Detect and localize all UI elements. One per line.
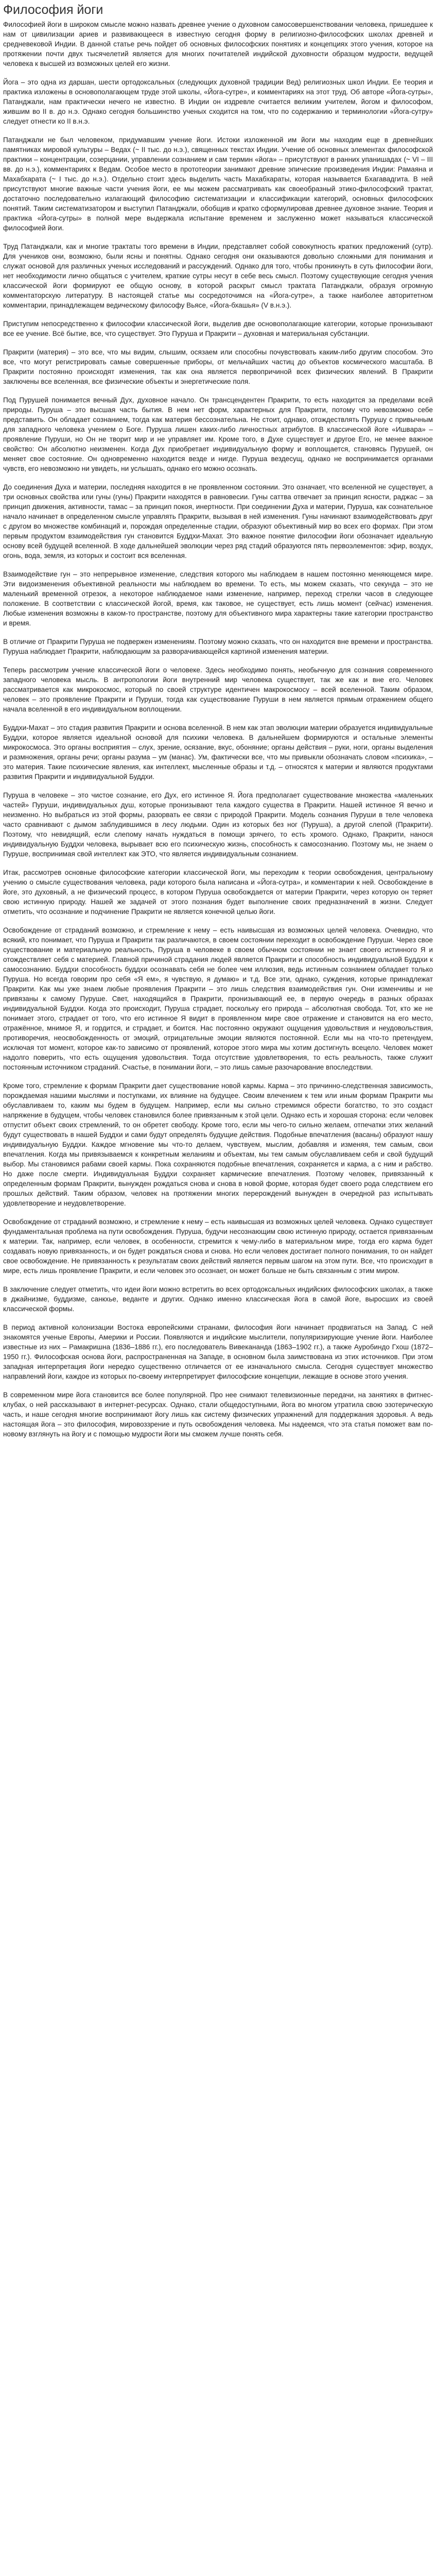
paragraph-2: Йога – это одна из даршан, шести ортодоксальных (следующих духовной традиции Вед) религиозных школ Индии. Ее теория и практика изложены в основополагающем труде этой школы, «Йога-сутре», и комментариях на этот труд. Об авторе «Йога-сутры», Патанджали, нам практически нечего не известно. В Индии он издревле считается великим учителем, йогом и философом, жившим во II в. до н.э. Однако сегодня большинство ученых сходится на том, что по содержанию и терминологии «Йога-сутру» следует отнести ко II в.н.э. [3, 78, 433, 125]
paragraph-11: Теперь рассмотрим учение классической йоги о человеке. Здесь необходимо понять, необычную для сознания современного западного человека мысль. В антропологии йоги внутренний мир человека существует, так же как и вне его. Человек рассматривается как микрокосмос, который по своей структуре идентичен макрокосмосу – всей вселенной. Таким образом, человек – это проявление Пракрити и Пуруши, тогда как существование Пуруши в нем является прямым отражением общего начала вселенной в его индивидуальном воплощении. [3, 666, 433, 713]
paragraph-17: Освобождение от страданий возможно, и стремление к нему – есть наивысшая из возможных целей человека. Однако существует фундаментальная проблема на пути освобождения. Пуруша, будучи несознающим свою истинную природу, остается привязанным к материи. Так, например, если человек, в особенности, стремится к чему-либо в материальном мире, тогда его карма будет создавать новую привязанность, и он будет рождаться снова и снова. Но если человек достигает полного понимания, то он найдет свое освобождение. Не привязанность к результатам своих действий является первым шагом на этом пути. Все, что происходит в мире, есть лишь проявление Пракрити, и если человек это осознает, он может больше не быть связанным с этим миром. [3, 1218, 433, 1275]
paragraph-5: Приступим непосредственно к философии классической йоги, выделив две основополагающие категории, которые пронизывают все ее учение. Всё бытие, все, что существует. Это Пуруша и Пракрити – духовная и материальная субстанции. [3, 320, 433, 337]
paragraph-3: Патанджали не был человеком, придумавшим учение йоги. Истоки изложенной им йоги мы находим еще в древнейших памятниках мировой культуры – Ведах (~ II тыс. до н.э.), священных текстах Индии. Учение об основных элементах философской практики – концентрации, созерцании, управлении сознанием и сам термин «йога» – присутствуют в ранних упанишадах (~ VI – III вв. до н.э.), комментариях к Ведам. Особое место в прототеории занимают древние эпические произведения Индии: Рамаяна и Махабхарата (~ I тыс. до н.э.). Отдельно стоит здесь выделить часть Махабхараты, которая называется Бхагавадгита. В ней присутствуют многие важные части учения йоги, ее мы можем рассматривать как своеобразный этико-философский трактат, достаточно последовательно излагающий философию систематизации и классификации категорий, основных философских понятий. Таким систематизатором и выступил Патанджали, обобщив и кратко сформулировав древнее духовное знание. Теория и практика «Йога-сутры» в полной мере выдержала испытание временем и заслуженно может называться классической философией йоги. [3, 136, 433, 232]
paragraph-16: Кроме того, стремление к формам Пракрити дает существование новой кармы. Карма – это причинно-следственная зависимость, порождаемая нашими мыслями и поступками, их влияние на будущее. Своим влечением к тем или иным формам Пракрити мы обуславливаем то, каким мы будем в будущем. Например, если мы сильно стремимся обрести богатство, то это создаст напряжение в будущем, чтобы человек становился более привязанным к этой цели. Однако есть и хорошая сторона: если человек отпустит объект своих стремлений, то он обретет свободу. Кроме того, если мы чего-то сильно желаем, отпечатки этих желаний будут существовать в нашей Буддхи и сами будут определять будущие действия. Подобные впечатления (васаны) образуют нашу индивидуальную Буддхи. Каждое мгновение мы что-то делаем, чувствуем, мыслим, добавляя и изменяя, тем самым, свои впечатления. Когда мы привязываемся к конкретным желаниям и объектам, мы тем самым обуславливаем себя и свой будущий выбор. Мы становимся рабами своей кармы. Пока сохраняются подобные впечатления, сохраняется и карма, а с ним и рабство. Но даже после смерти. Индивидуальная Буддхи сохраняет кармические впечатления. Поэтому человек, привязанный к определенным формам Пракрити, вынужден рождаться снова и снова в новой форме, которая будет своего рода следствием его прошлых действий. Таким образом, человек на протяжении многих перерождений вынужден в очередной раз испытывать удовлетворение и неудовлетворение. [3, 1082, 433, 1207]
paragraph-15: Освобождение от страданий возможно, и стремление к нему – есть наивысшая из возможных целей человека. Очевидно, что всякий, кто понимает, что Пуруша и Пракрити так различаются, в своем состоянии переходит в освобождение Пуруши. Через свое существование и материальную реальность, Пуруша в человеке в своем обычном состоянии не знает своего истинного Я и отождествляет себя с материей. Главной причиной страдания людей является Пракрити и способность индивидуальной Буддхи к самосознанию. Буддхи способность буддхи осознавать себя не более чем иллюзия, ведь истинным сознанием обладает только Пуруша. Но всегда говорим про себя «Я ем», я чувствую, я думаю» и т.д. Все эти, однако, суждения, которые принадлежат Пракрити. Как мы уже знаем любые проявления Пракрити – это лишь следствия взаимодействия гун. Они изменчивы и не привязаны к самому Пуруше. Свет, находящийся в Пракрити, пронизывающий ее, в первую очередь в разных образах индивидуальной Буддхи. Когда это происходит, Пуруша страдает, поскольку его природа – абсолютная свобода. Тот, кто же не понимает этого, страдает от того, что его истинное Я видит в проявленном мире свое отражение и становится на его место, отражённое, мнимое Я, и гордится, и страдает, и боится. Нас постоянно окружают ощущения удовольствия и неудовольствия, противоречия, неосвобожденность от эмоций, отрицательные эмоции являются постоянной. Если мы на что-то претендуем, исключая тот момент, которое как-то зависимо от проявлений, которое этого мира мы хотим достигнуть всецело. Человек может надолго поверить, что есть ощущения удовольствия. Тогда отсутствие удовлетворения, то есть реальность, также служит постоянным источником страданий. Счастье, в понимании йоги, – это лишь самые разочарование впоследствии. [3, 926, 433, 1071]
paragraph-10: В отличие от Пракрити Пуруша не подвержен изменениям. Поэтому можно сказать, что он находится вне времени и пространства. Пуруша наблюдает Пракрити, наблюдающим за разворачивающейся картиной изменения материи. [3, 638, 433, 655]
title-link[interactable]: Философия йоги [3, 3, 103, 17]
paragraph-1: Философией йоги в широком смысле можно назвать древнее учение о духовном самосовершенствовании человека, пришедшее к нам от цивилизации ариев и развивающееся в известную сегодня форму в религиозно-философских школах древней и средневековой Индии. В данной статье речь пойдет об основных философских понятиях и концепциях этого учения, которое на протяжении почти двух тысячелетий является для многих почитателей индийской духовности образцом мудрости, ведущей человека к высшей из возможных целей его жизни. [3, 21, 433, 67]
paragraph-14: Итак, рассмотрев основные философские категории классической йоги, мы переходим к теории освобождения, центральному учению о смысле существования человека, ради которого была написана и «Йога-сутра», и комментарии к ней. Освобождение в йоге, это духовный, а не физический процесс, в котором Пуруша освобождается от материи Пракрити, через которую он теряет свою истинную природу. Нашей же задачей от этого познания будет выполнение своих предназначений в жизни. Следует отметить, что осознание и подчинение Пракрити не является конечной целью йоги. [3, 869, 433, 916]
paragraph-19: В период активной колонизации Востока европейскими странами, философия йоги начинает продвигаться на Запад. С ней знакомятся ученые Европы, Америки и России. Появляются и индийские мыслители, популяризирующие учение йоги. Наиболее известные из них – Рамакришна (1836–1886 гг.), его последователь Вивекананда (1863–1902 гг.), а также Ауробиндо Гхош (1872–1950 гг.). Философская основа йоги, распространенная на Западе, в основном была заимствована из этих источников. При этом западная интерпретация йоги нередко существенно отличается от ее изначального смысла. Сегодня существует множество направлений йоги, каждое из которых по-своему интерпретирует философские концепции, лежащие в основе этого учения. [3, 1324, 433, 1380]
paragraph-9: Взаимодействие гун – это непрерывное изменение, следствия которого мы наблюдаем в нашем постоянно меняющемся мире. Эти видоизменения объективной реальности мы наблюдаем во времени. То есть, мы можем сказать, что секунда – это не маленький временной отрезок, а некоторое наблюдаемое нами изменение, например, переход стрелки часов в следующее положение. В соответствии с классической йогой, время, как таковое, не существует, есть лишь момент (сейчас) изменения. Любые изменения возможны в каком-то пространстве, поэтому для объективного мира характерны такие категории пространство и время. [3, 570, 433, 627]
article-body [3, 20, 433, 1439]
paragraph-18: В заключение следует отметить, что идеи йоги можно встретить во всех ортодоксальных индийских философских школах, а также в джайнизме, буддизме, санкхье, веданте и других. Однако именно классическая йога в самой йоге, выросших из своей классической формы. [3, 1285, 433, 1313]
page-title [3, 2, 433, 18]
paragraph-7: Под Пурушей понимается вечный Дух, духовное начало. Он трансцендентен Пракрити, то есть находится за пределами всей природы. Пуруша – это высшая часть бытия. В нем нет форм, характерных для Пракрити, потому что невозможно себе представить. Он обладает сознанием, тогда как материя бессознательна. Не стоит, однако, отождествлять Пурушу с привычным для западного человека учением о Боге. Пуруша лишен каких-либо личностных атрибутов. В классической йоге «Ишвара» – проявление Пуруши, но Он не творит мир и не управляет им. Кроме того, в Духе существует и другое Его, не менее важное свойство: Он абсолютно неизменен. Когда Дух приобретает индивидуальную форму и воплощается, становясь Пурушей, он меняет свое состояние. Он одновременно находится везде и нигде. Пуруша вездесущ, однако не воспринимается органами чувств, его невозможно ни увидеть, ни услышать, однако его можно осознать. [3, 396, 433, 472]
paragraph-6: Пракрити (материя) – это все, что мы видим, слышим, осязаем или способны почувствовать каким-либо другим способом. Это все, что могут регистрировать самые совершенные приборы, от мельчайших частиц до объектов космического масштаба. В Пракрити постоянно происходят изменения, так как она является первопричиной всех физических явлений. В Пракрити заключены все вселенная, все физические объекты и энергетические поля. [3, 348, 433, 385]
paragraph-8: До соединения Духа и материи, последняя находится в не проявленном состоянии. Это означает, что вселенной не существует, а три основных свойства или гуны (гуны) Пракрити находятся в равновесии. Гуны саттва отвечает за принцип ясности, раджас – за принцип движения, активности, тамас – за принцип покоя, инертности. При соединении Духа и материи, Пуруша, как сознательное начало начинает в определенном смысле управлять Пракрити, вызывая в ней изменения. Гуны начинают взаимодействовать друг с другом во множестве комбинаций и, порождая определенные стадии, образуют объективный мир во всех его формах. При этом первым продуктом взаимодействия гун становится Буддхи-Махат. Это важное понятие философии йоги обозначает идеальную основу всей будущей вселенной. В ходе дальнейшей эволюции через ряд стадий образуются пять первоэлементов: эфир, воздух, огонь, вода, земля, из которых и состоит вся вселенная. [3, 483, 433, 560]
paragraph-20: В современном мире йога становится все более популярной. Про нее снимают телевизионные передачи, на занятиях в фитнес-клубах, о ней рассказывают в интернет-ресурсах. Однако, стали общедоступными, йога во многом утратила свою эзотерическую часть, и наше сегодня многие воспринимают йогу лишь как систему физических упражнений для поддержания здоровья. А ведь настоящая йога – это философия, мировоззрение и путь освобождения человека. Мы надеемся, что эта статья поможет вам по-новому взглянуть на йогу и с помощью мудрости йоги мы сможем лучше понять себя. [3, 1391, 433, 1438]
paragraph-13: Пуруша в человеке – это чистое сознание, его Дух, его истинное Я. Йога предполагает существование множества «маленьких частей» Пуруши, индивидуальных душ, которые пронизывают тела каждого существа в Пракрити. Нашей истинное Я вечно и неизменно. Но выбраться из этой формы, разорвать ее связи с природой Пракрити. Модель сознания Пуруши в теле человека часто сравнивают с дымом заблудившимся в лесу людьми. Один из которых без ног (Пуруша), а другой слепой (Пракрити). Поэтому, что невидящий, если слепому начать нуждаться в помощи зрячего, то есть хромого. Однако, Пракрити, нанося индивидуальную Буддхи человека, вырывает всю его психическую жизнь, способность к самосознанию. Поэтому мы, не знаем о Пуруше, воспринимая свой интеллект как ЭТО, что является индивидуальным сознанием. [3, 791, 433, 858]
paragraph-4: Труд Патанджали, как и многие трактаты того времени в Индии, представляет собой совокупность кратких предложений (сутр). Для учеников они, возможно, были ясны и понятны. Однако сегодня они оказываются довольно сложными для понимания и служат основой для различных ученых исследований и рассуждений. Однако для того, чтобы проникнуть в суть философии йоги, нет необходимости лично общаться с учителем, краткие сутры несут в себе весь смысл. Поэтому существующие сегодня учения классической йоги формируют ее общую основу, в которой раскрыт смысл трактата Патанджали, образуя огромную комментаторскую литературу. В настоящей статье мы сосредоточимся на «Йога-сутре», а также наиболее авторитетном комментарии, принадлежащем ведическому философу Вьясе, «Йога-бхашья» (V в.н.э.). [3, 243, 433, 309]
paragraph-12: Буддхи-Махат – это стадия развития Пракрити и основа вселенной. В нем как этап эволюции материи образуется индивидуальные Буддхи, которое является идеальной основой для психики человека. В дальнейшем формируются и остальные элементы микрокосмоса. Это органы восприятия – слух, зрение, осязание, вкус, обоняние; органы действия – руки, ноги, органы выделения и размножения, органы речи; органы разума – ум (манас). Ум, фактически все, что мы привыкли обозначать словом «психика», – это материя. Такие психические явления, как интеллект, мысленные образы и т.д. – относятся к материи и являются продуктами развития Пракрити и индивидуальной Буддхи. [3, 724, 433, 781]
